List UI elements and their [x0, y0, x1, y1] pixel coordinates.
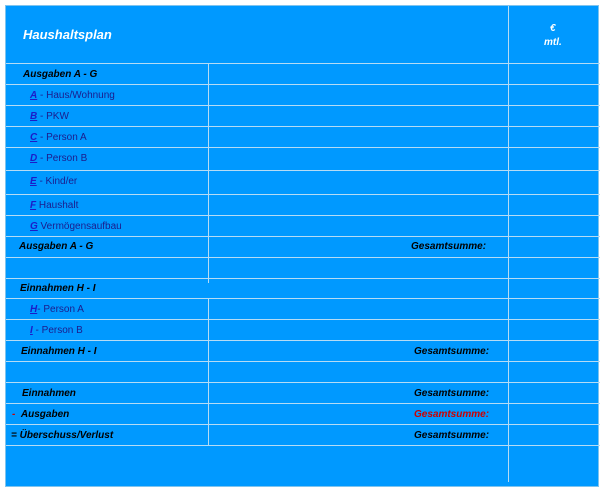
divider [208, 63, 209, 283]
category-i-label: - Person B [32, 325, 83, 336]
amount-cell-summary-ausgaben[interactable] [509, 404, 600, 424]
list-item [30, 304, 84, 316]
amount-cell-h[interactable] [509, 299, 600, 319]
summary-ausgaben-row [12, 409, 69, 421]
currency-symbol: € [550, 23, 556, 34]
amount-cell-ausgaben-total[interactable] [509, 237, 600, 257]
divider [6, 445, 600, 446]
page-title: Haushaltsplan [23, 27, 112, 42]
category-f-link[interactable]: F [30, 200, 37, 211]
list-item [30, 176, 77, 188]
category-c-link[interactable]: C [30, 132, 38, 143]
summary-einnahmen-caption: Gesamtsumme: [414, 388, 490, 399]
category-d-label: - Person B [37, 153, 88, 164]
category-c-label: - Person A [37, 132, 87, 143]
list-item [30, 111, 69, 123]
summary-ausgaben-label: Ausgaben [20, 409, 70, 420]
divider [6, 63, 600, 64]
ausgaben-heading: Ausgaben A - G [23, 69, 98, 80]
list-item [30, 132, 87, 144]
category-e-label: - Kind/er [36, 176, 78, 187]
ausgaben-total-label: Ausgaben A - G [19, 241, 94, 252]
divider [6, 361, 600, 362]
currency-unit: mtl. [544, 37, 562, 48]
category-h-label: - Person A [37, 304, 84, 315]
category-b-link[interactable]: B [30, 111, 38, 122]
einnahmen-total-label: Einnahmen H - I [21, 346, 97, 357]
result-caption: Gesamtsumme: [414, 430, 490, 441]
result-label: = Überschuss/Verlust [11, 430, 114, 441]
category-i-link[interactable]: I [30, 325, 33, 336]
amount-cell-e[interactable] [509, 171, 600, 194]
list-item [30, 90, 115, 102]
category-g-label: Vermögensaufbau [37, 221, 122, 232]
list-item [30, 200, 78, 212]
category-b-label: - PKW [37, 111, 69, 122]
amount-cell-d[interactable] [509, 148, 600, 170]
amount-cell-b[interactable] [509, 106, 600, 126]
category-e-link[interactable]: E [30, 176, 37, 187]
category-a-link[interactable]: A [30, 90, 38, 101]
list-item [30, 221, 122, 233]
budget-sheet [5, 5, 599, 487]
amount-cell-summary-einnahmen[interactable] [509, 383, 600, 403]
amount-cell-i[interactable] [509, 320, 600, 340]
amount-cell-g[interactable] [509, 216, 600, 236]
category-g-link[interactable]: G [30, 221, 38, 232]
divider [6, 278, 600, 279]
ausgaben-total-caption: Gesamtsumme: [411, 241, 487, 252]
amount-cell-c[interactable] [509, 127, 600, 147]
category-a-label: - Haus/Wohnung [37, 90, 115, 101]
einnahmen-heading: Einnahmen H - I [20, 283, 96, 294]
summary-einnahmen-label: Einnahmen [22, 388, 76, 399]
amount-cell-einnahmen-total[interactable] [509, 341, 600, 361]
amount-cell-result[interactable] [509, 425, 600, 445]
category-h-link[interactable]: H [30, 304, 38, 315]
list-item [30, 325, 83, 337]
einnahmen-total-caption: Gesamtsumme: [414, 346, 490, 357]
divider [6, 257, 600, 258]
minus-sign: - [12, 409, 16, 420]
amount-cell-f[interactable] [509, 195, 600, 215]
category-d-link[interactable]: D [30, 153, 38, 164]
category-f-label: Haushalt [36, 200, 79, 211]
amount-cell-a[interactable] [509, 85, 600, 105]
summary-ausgaben-caption: Gesamtsumme: [414, 409, 490, 420]
list-item [30, 153, 87, 165]
